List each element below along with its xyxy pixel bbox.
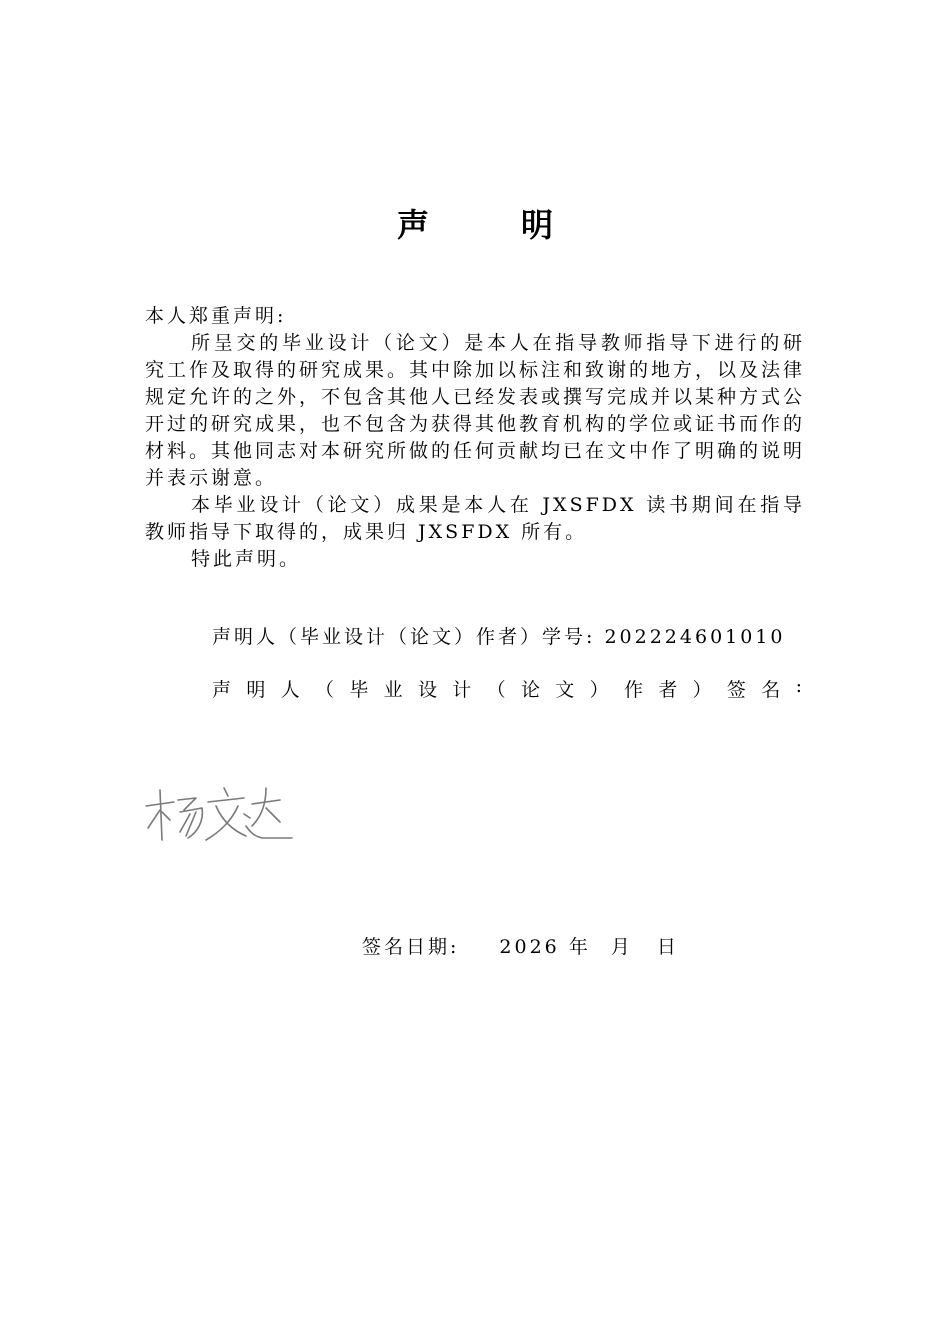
sign-label-char: 作 bbox=[623, 679, 643, 701]
intro-line: 本人郑重声明: bbox=[145, 305, 287, 327]
sign-label-char: 论 bbox=[520, 679, 540, 701]
student-id-value: 202224601010 bbox=[604, 626, 786, 648]
declarant-signature-label bbox=[212, 675, 802, 702]
sign-label-char: ） bbox=[692, 679, 712, 701]
student-id-label: 声明人（毕业设计（论文）作者）学号: bbox=[212, 626, 596, 648]
paragraph-ownership: 本毕业设计（论文）成果是本人在 JXSFDX 读书期间在指导教师指导下取得的，成果归 JXSFDX 所有。 bbox=[145, 494, 805, 543]
date-label: 签名日期: bbox=[362, 936, 460, 958]
sign-label-char: 文 bbox=[555, 679, 575, 701]
paragraph-originality: 所呈交的毕业设计（论文）是本人在指导教师指导下进行的研究工作及取得的研究成果。其中除加以标注和致谢的地方，以及法律规定允许的之外，不包含其他人已经发表或撰写完成并以某种方式公开过的研究成果，也不包含为获得其他教育机构的学位或证书而作的材料。其他同志对本研究所做的任何贡献均已在文中作了明确的说明并表示谢意。 bbox=[145, 332, 806, 489]
sign-label-char: : bbox=[795, 675, 802, 697]
title-char-2: 明 bbox=[521, 206, 554, 244]
sign-label-char: 者 bbox=[658, 679, 678, 701]
sign-label-char: 毕 bbox=[349, 679, 369, 701]
sign-label-char: 签 bbox=[726, 679, 746, 701]
sign-label-char: 人 bbox=[280, 679, 300, 701]
date-day-unit: 日 bbox=[656, 936, 679, 958]
declarant-student-id bbox=[212, 622, 802, 649]
sign-label-char: 名 bbox=[761, 679, 781, 701]
signature-date bbox=[362, 932, 679, 959]
closing-line: 特此声明。 bbox=[191, 548, 302, 570]
sign-label-char: 声 bbox=[212, 679, 232, 701]
sign-label-char: 明 bbox=[246, 679, 266, 701]
declaration-body bbox=[145, 303, 805, 573]
page-title bbox=[0, 200, 950, 246]
date-month-unit: 月 bbox=[610, 936, 633, 958]
sign-label-char: （ bbox=[314, 679, 334, 701]
sign-label-char: （ bbox=[486, 679, 506, 701]
sign-label-char: ） bbox=[589, 679, 609, 701]
sign-label-char: 业 bbox=[383, 679, 403, 701]
title-char-1: 声 bbox=[396, 206, 429, 244]
sign-label-char: 设 bbox=[417, 679, 437, 701]
date-year: 2026 bbox=[499, 936, 560, 958]
handwritten-signature bbox=[140, 780, 300, 850]
date-year-unit: 年 bbox=[568, 936, 591, 958]
sign-label-char: 计 bbox=[452, 679, 472, 701]
